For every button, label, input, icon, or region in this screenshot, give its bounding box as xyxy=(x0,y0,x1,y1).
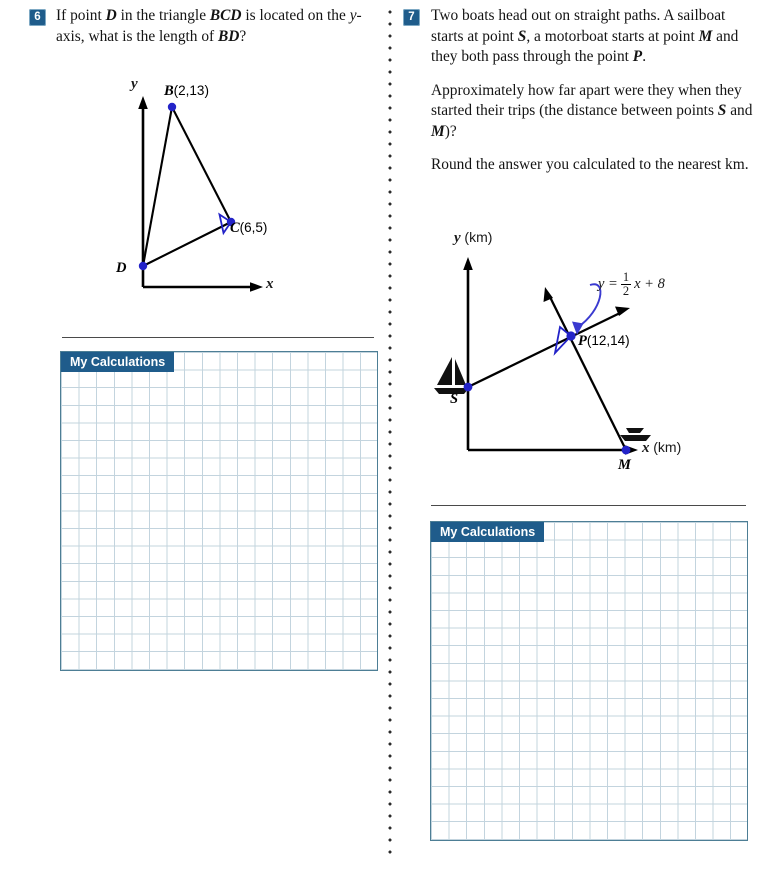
question-6-text xyxy=(56,6,376,47)
segment-bc xyxy=(172,107,231,222)
question-7-paragraph-3: Round the answer you calculated to the nearest km. xyxy=(431,156,749,173)
triangle-bcd-svg xyxy=(100,80,320,310)
question-7-calculations-box[interactable] xyxy=(430,521,748,841)
question-number-badge-6: 6 xyxy=(29,9,46,26)
point-m-label xyxy=(618,457,631,474)
equation-rhs: x + 8 xyxy=(634,276,665,293)
question-number-badge-7: 7 xyxy=(403,9,420,26)
question-6-paragraph-1: If point D in the triangle BCD is located on the y-axis, what is the length of BD? xyxy=(56,7,362,45)
question-6-calculations-box[interactable] xyxy=(60,351,378,671)
figure-boats xyxy=(430,229,730,490)
equation-denominator: 2 xyxy=(622,284,630,299)
motorboat-path-line xyxy=(550,297,626,450)
segment-cd xyxy=(143,222,231,266)
point-s-label xyxy=(450,391,458,408)
point-d-dot xyxy=(139,262,147,270)
line-equation-annotation xyxy=(598,271,665,298)
y-axis-arrowhead xyxy=(463,257,473,270)
point-b-dot xyxy=(168,103,176,111)
point-p-name: P xyxy=(578,333,587,349)
equation-fraction xyxy=(621,271,631,298)
question-7-separator xyxy=(431,505,746,506)
x-axis-arrowhead xyxy=(250,282,263,292)
point-m-name: M xyxy=(618,457,631,473)
question-7-calculations-title: My Calculations xyxy=(431,522,544,542)
boats-svg xyxy=(430,235,730,490)
y-axis-label: y xyxy=(131,76,138,92)
point-d-label xyxy=(116,260,126,277)
figure-triangle-bcd xyxy=(100,76,320,310)
question-6-separator xyxy=(62,337,374,338)
x-axis-label: x xyxy=(266,276,274,292)
segment-db xyxy=(143,107,172,266)
point-m-dot xyxy=(622,446,631,455)
equation-lhs: y = xyxy=(598,276,618,293)
x-axis-label xyxy=(642,439,681,457)
sailboat-path-line xyxy=(468,313,620,387)
question-7-column xyxy=(398,0,779,872)
sailboat-icon xyxy=(434,357,469,394)
y-axis-letter: y xyxy=(454,230,461,246)
question-6-calculations-title: My Calculations xyxy=(61,352,174,372)
point-p-label xyxy=(578,333,630,350)
equation-numerator: 1 xyxy=(622,270,630,284)
x-axis-unit: (km) xyxy=(653,439,682,455)
point-s-dot xyxy=(464,383,473,392)
question-7-paragraph-1: Two boats head out on straight paths. A sailboat starts at point S, a motorboat starts at point M and they both pass through the point P. xyxy=(431,7,739,65)
point-c-name: C xyxy=(230,220,240,236)
point-p-coords: (12,14) xyxy=(586,333,630,348)
question-7-text xyxy=(431,6,756,176)
point-p-dot xyxy=(566,331,575,340)
question-7-paragraph-2: Approximately how far apart were they when they started their trips (the distance between points S and M)? xyxy=(431,81,753,140)
point-c-label xyxy=(230,220,267,237)
x-axis-letter: x xyxy=(642,440,650,456)
point-b-name: B xyxy=(164,83,174,99)
point-c-coords: (6,5) xyxy=(239,220,268,235)
point-d-name: D xyxy=(116,260,127,276)
y-axis-arrowhead xyxy=(138,96,148,109)
y-axis-unit: (km) xyxy=(464,229,493,245)
point-b-label xyxy=(164,83,209,100)
y-axis-label xyxy=(454,229,492,247)
point-s-name: S xyxy=(450,391,459,407)
point-b-coords: (2,13) xyxy=(173,83,209,98)
